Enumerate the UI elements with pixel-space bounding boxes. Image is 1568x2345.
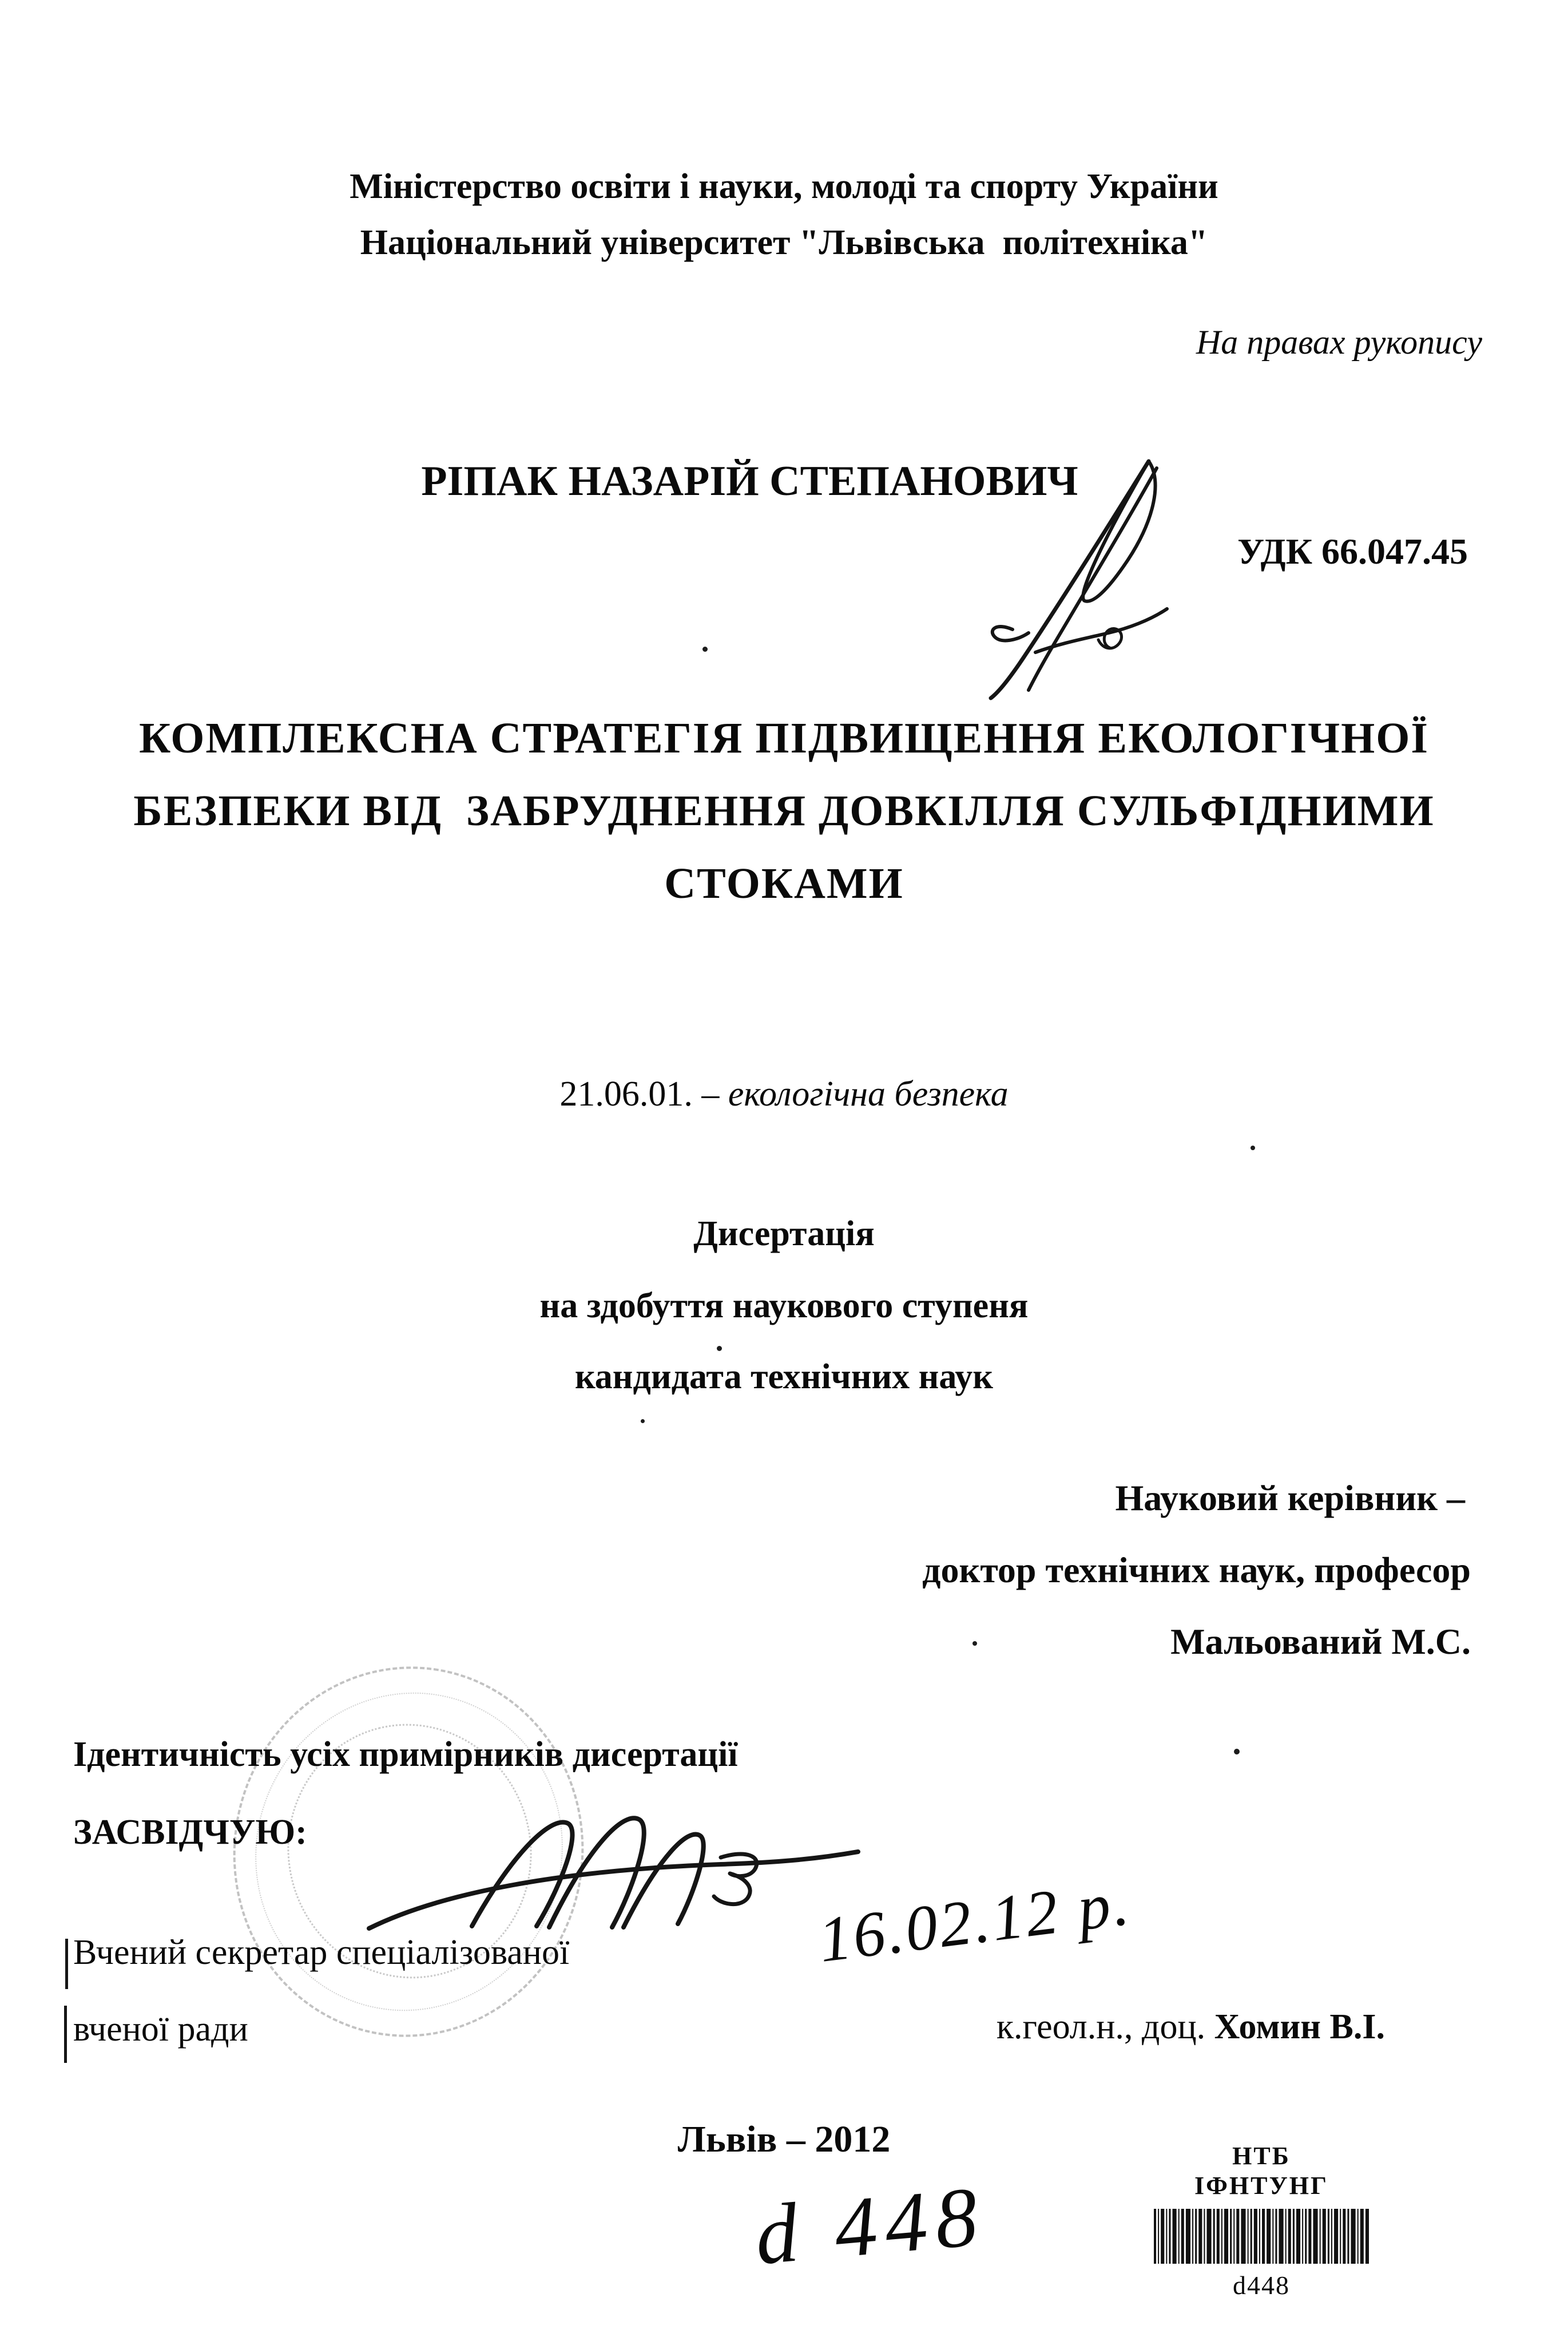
- library-shelf-code: d448: [1233, 2270, 1290, 2300]
- author-signature-strokes: [927, 451, 1173, 708]
- scan-artifact-bar: [64, 2006, 67, 2063]
- scan-artifact-dot: [702, 647, 708, 652]
- supervisor-name: Мальований М.С.: [1170, 1621, 1471, 1662]
- handwritten-date: 16.02.12 р.: [815, 1867, 1135, 1976]
- identity-statement: Ідентичність усіх примірників дисертації: [73, 1735, 738, 1774]
- handwritten-shelf-code: d 448: [751, 2169, 990, 2283]
- supervisor-degree: доктор технічних наук, професор: [922, 1550, 1471, 1590]
- ministry-line: Міністерство освіти і науки, молоді та спорту України: [350, 167, 1218, 206]
- scan-artifact-dot: [717, 1346, 722, 1351]
- title-line-3: СТОКАМИ: [664, 859, 904, 908]
- city-year: Львів – 2012: [677, 2118, 891, 2160]
- thesis-purpose: на здобуття наукового ступеня: [539, 1286, 1029, 1325]
- scan-artifact-dot: [1234, 1749, 1240, 1754]
- secretary-signature-strokes: [355, 1784, 892, 1944]
- certify-word: ЗАСВІДЧУЮ:: [73, 1813, 307, 1852]
- secretary-signature: [355, 1784, 892, 1944]
- author-name: РІПАК НАЗАРІЙ СТЕПАНОВИЧ: [421, 458, 1078, 505]
- title-line-2: БЕЗПЕКИ ВІД ЗАБРУДНЕННЯ ДОВКІЛЛЯ СУЛЬФІДНИМИ: [133, 787, 1435, 835]
- library-barcode-label: [1136, 2141, 1387, 2300]
- barcode: [1154, 2209, 1369, 2264]
- thesis-word: Дисертація: [693, 1214, 875, 1253]
- secretary-line-2: вченої ради: [73, 2010, 248, 2049]
- author-signature: [927, 451, 1173, 708]
- specialty-code: 21.06.01. –: [559, 1075, 728, 1114]
- secretary-line-1: Вчений секретар спеціалізованої: [73, 1933, 570, 1972]
- udc-code: УДК 66.047.45: [1237, 531, 1468, 572]
- university-line: Національний університет "Львівська політехніка": [360, 223, 1208, 262]
- certifier-name: Хомин В.І.: [1214, 2007, 1385, 2046]
- library-name-line-2: ІФНТУНГ: [1194, 2171, 1328, 2200]
- library-name-line-1: НТБ: [1232, 2142, 1291, 2170]
- scan-artifact-dot: [972, 1641, 977, 1646]
- specialty-name: екологічна безпека: [728, 1075, 1009, 1114]
- manuscript-rights-note: На правах рукопису: [1196, 323, 1482, 361]
- certifier-degree: к.геол.н., доц.: [996, 2007, 1214, 2046]
- thesis-degree: кандидата технічних наук: [575, 1357, 993, 1396]
- title-line-1: КОМПЛЕКСНА СТРАТЕГІЯ ПІДВИЩЕННЯ ЕКОЛОГІЧНОЇ: [139, 714, 1429, 762]
- scan-artifact-bar: [65, 1939, 68, 1989]
- supervisor-label: Науковий керівник –: [1115, 1477, 1465, 1518]
- certifier-line: [997, 2007, 1385, 2047]
- scan-artifact-dot: [1251, 1146, 1255, 1150]
- specialty-line: [0, 1075, 1568, 1114]
- scan-artifact-dot: [641, 1419, 645, 1423]
